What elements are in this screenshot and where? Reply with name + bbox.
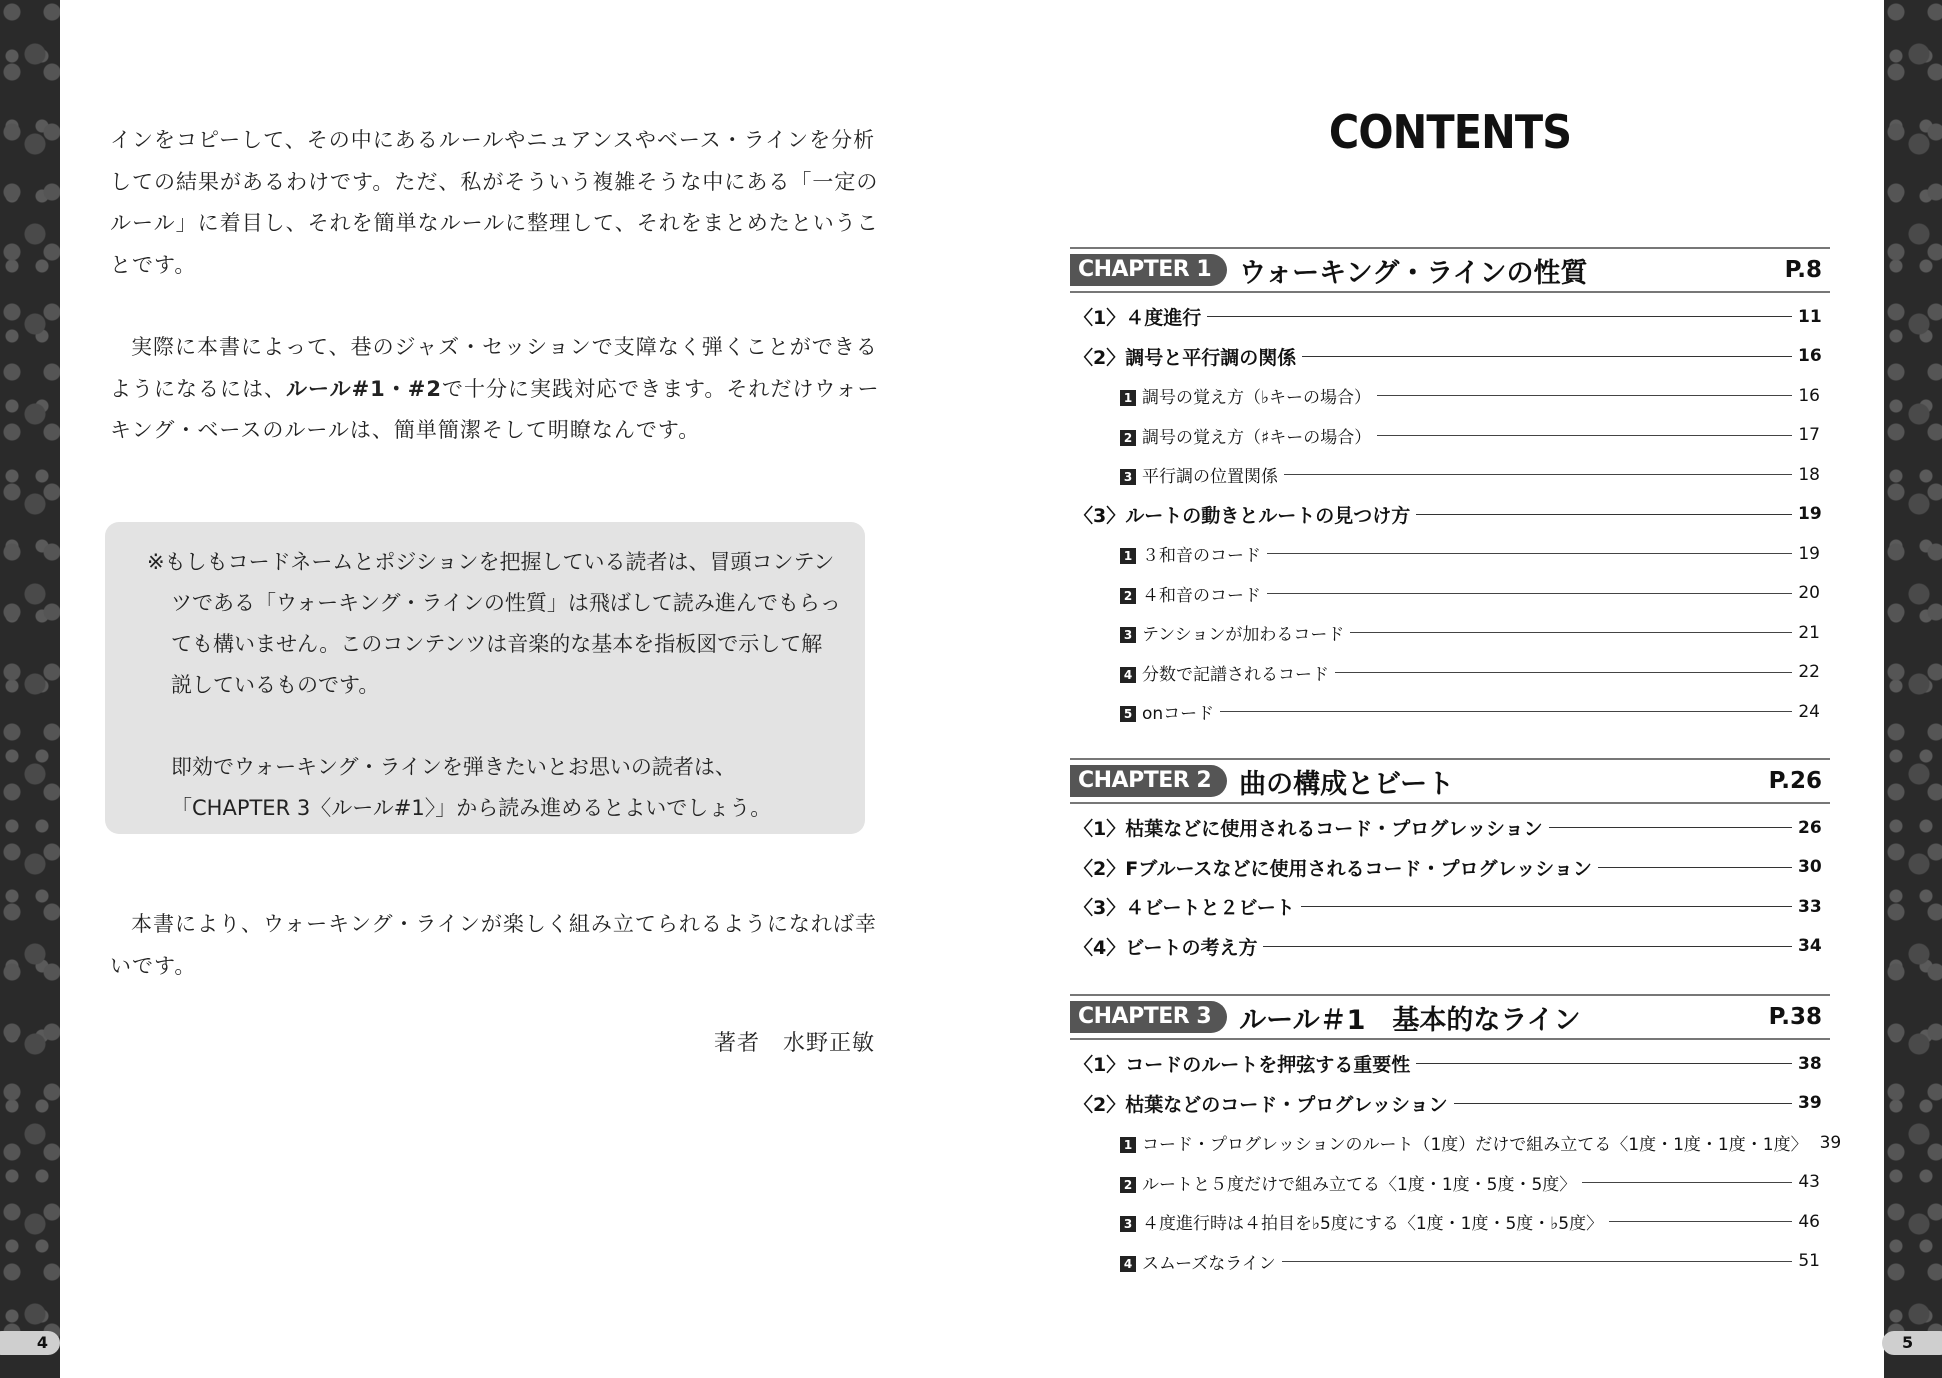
entry-page: 18 <box>1798 464 1820 485</box>
leader-line <box>1582 1182 1792 1183</box>
toc-subentry[interactable] <box>1070 376 1830 416</box>
number-badge-icon: 4 <box>1120 667 1136 683</box>
chapter-header[interactable] <box>1070 758 1830 804</box>
leader-line <box>1301 906 1792 907</box>
entry-page: 34 <box>1798 936 1822 957</box>
entry-page: 19 <box>1798 504 1822 525</box>
entry-page: 17 <box>1798 425 1820 446</box>
toc-entry[interactable] <box>1070 927 1830 967</box>
leader-line <box>1609 1221 1792 1222</box>
entry-page: 39 <box>1798 1093 1822 1114</box>
entry-label: 〈1〉４度進行 <box>1074 307 1202 330</box>
paragraph-2-bold: ルール#1・#2 <box>286 376 442 401</box>
entry-page: 51 <box>1798 1251 1820 1272</box>
chapter-header[interactable] <box>1070 247 1830 293</box>
chapter-title: ウォーキング・ラインの性質 <box>1239 257 1588 289</box>
leader-line <box>1549 827 1792 828</box>
number-badge-icon: 3 <box>1120 627 1136 643</box>
entry-label: 〈1〉枯葉などに使用されるコード・プログレッション <box>1074 818 1543 841</box>
leader-line <box>1377 395 1792 396</box>
leader-line <box>1416 1063 1792 1064</box>
leader-line <box>1207 316 1792 317</box>
chapter-header[interactable] <box>1070 994 1830 1040</box>
entry-label: スムーズなライン <box>1142 1253 1276 1274</box>
entry-label: 〈2〉Fブルースなどに使用されるコード・プログレッション <box>1074 857 1592 880</box>
leader-line <box>1454 1103 1792 1104</box>
number-badge-icon: 1 <box>1120 390 1136 406</box>
chapter-title: 曲の構成とビート <box>1239 768 1455 800</box>
toc-subentry[interactable] <box>1070 1123 1842 1163</box>
contents-title: CONTENTS <box>1328 105 1572 159</box>
leader-line <box>1350 632 1792 633</box>
toc-subentry[interactable] <box>1070 1242 1830 1282</box>
leader-line <box>1284 474 1792 475</box>
leader-line <box>1416 514 1792 515</box>
number-badge-icon: 4 <box>1120 1256 1136 1272</box>
number-badge-icon: 2 <box>1120 1177 1136 1193</box>
entry-page: 16 <box>1798 385 1820 406</box>
toc-subentry[interactable] <box>1070 574 1830 614</box>
chapter-badge: CHAPTER 3 <box>1070 1001 1227 1033</box>
chapter-page: P.38 <box>1768 1004 1822 1030</box>
number-badge-icon: 5 <box>1120 706 1136 722</box>
toc-entry[interactable] <box>1070 848 1830 888</box>
entry-label: ルートと５度だけで組み立てる〈1度・1度・5度・5度〉 <box>1142 1174 1577 1195</box>
toc-chapter-3 <box>1070 994 1842 1281</box>
leader-line <box>1335 672 1792 673</box>
entry-label: ３和音のコード <box>1142 546 1261 567</box>
toc-entry[interactable] <box>1070 887 1830 927</box>
toc-subentry[interactable] <box>1070 416 1830 456</box>
leader-line <box>1263 946 1792 947</box>
toc-subentry[interactable] <box>1070 653 1830 693</box>
chapter-page: P.8 <box>1784 257 1822 283</box>
toc-entry[interactable] <box>1070 495 1830 535</box>
entry-page: 22 <box>1798 662 1820 683</box>
number-badge-icon: 2 <box>1120 430 1136 446</box>
entry-label: 〈3〉ルートの動きとルートの見つけ方 <box>1074 504 1411 527</box>
entry-page: 16 <box>1798 346 1822 367</box>
toc-subentry[interactable] <box>1070 1163 1830 1203</box>
entry-page: 20 <box>1798 583 1820 604</box>
entry-page: 33 <box>1798 896 1822 917</box>
entry-label: 分数で記譜されるコード <box>1142 664 1329 685</box>
paragraph-1: インをコピーして、その中にあるルールやニュアンスやベース・ラインを分析しての結果があるわけです。ただ、私がそういう複雑そうな中にある「一定のルール」に着目し、それを簡単なルールに整理して、それをまとめたということです。 <box>110 128 879 277</box>
right-page-edge <box>1884 0 1942 1378</box>
note-box <box>105 522 865 834</box>
entry-page: 21 <box>1798 622 1820 643</box>
note-line-2: 即効でウォーキング・ラインを弾きたいとお思いの読者は、「CHAPTER 3〈ルール#1〉」から読み進めるとよいでしょう。 <box>171 755 772 820</box>
entry-label: ４度進行時は４拍目を♭5度にする〈1度・1度・5度・♭5度〉 <box>1142 1214 1604 1235</box>
entry-page: 26 <box>1798 817 1822 838</box>
entry-page: 30 <box>1798 857 1822 878</box>
toc-subentry[interactable] <box>1070 455 1830 495</box>
leader-line <box>1282 1261 1792 1262</box>
chapter-page: P.26 <box>1768 768 1822 794</box>
number-badge-icon: 1 <box>1120 548 1136 564</box>
chapter-title: ルール＃1 基本的なライン <box>1239 1004 1581 1036</box>
leader-line <box>1598 867 1792 868</box>
left-page-body <box>110 120 880 452</box>
toc-chapter-2 <box>1070 758 1830 966</box>
toc-entry[interactable] <box>1070 297 1830 337</box>
paragraph-2 <box>110 327 880 452</box>
toc-subentry[interactable] <box>1070 692 1830 732</box>
leader-line <box>1267 553 1792 554</box>
toc-subentry[interactable] <box>1070 613 1830 653</box>
entry-label: 〈3〉４ビートと２ビート <box>1074 897 1295 920</box>
entry-label: コード・プログレッションのルート（1度）だけで組み立てる〈1度・1度・1度・1度〉 <box>1142 1135 1808 1156</box>
number-badge-icon: 1 <box>1120 1137 1136 1153</box>
entry-page: 19 <box>1798 543 1820 564</box>
right-page-number: 5 <box>1882 1331 1942 1355</box>
paragraph-2-start: 実際に本書によって、巷のジャズ・セッションで支障なく弾くことができるようになるには、 <box>110 335 878 401</box>
closing-text: 本書により、ウォーキング・ラインが楽しく組み立てられるようになれば幸いです。 <box>110 912 877 978</box>
entry-label: 〈2〉調号と平行調の関係 <box>1074 346 1297 369</box>
entry-label: 〈2〉枯葉などのコード・プログレッション <box>1074 1093 1448 1116</box>
number-badge-icon: 3 <box>1120 1216 1136 1232</box>
entry-label: ４和音のコード <box>1142 585 1261 606</box>
entry-page: 38 <box>1798 1053 1822 1074</box>
entry-page: 39 <box>1819 1132 1842 1153</box>
left-page-number: 4 <box>0 1331 60 1355</box>
leader-line <box>1267 593 1792 594</box>
leader-line <box>1302 356 1792 357</box>
chapter-badge: CHAPTER 1 <box>1070 254 1227 286</box>
entry-label: 調号の覚え方（♭キーの場合） <box>1142 388 1372 409</box>
closing-paragraph <box>110 904 880 987</box>
left-page-edge <box>0 0 60 1378</box>
toc-chapter-1 <box>1070 247 1830 732</box>
paragraph-2-rest: で十分に実践対応できます。それだけウォーキング・ベースのルールは、簡単簡潔そして明瞭なんです。 <box>110 376 880 442</box>
toc-subentry[interactable] <box>1070 1202 1830 1242</box>
toc-entry[interactable] <box>1070 1084 1830 1124</box>
entry-page: 24 <box>1798 701 1820 722</box>
number-badge-icon: 3 <box>1120 469 1136 485</box>
toc-entry[interactable] <box>1070 808 1830 848</box>
author-signature: 著者 水野正敏 <box>713 1031 875 1056</box>
toc-entry[interactable] <box>1070 337 1830 377</box>
entry-label: テンションが加わるコード <box>1142 625 1345 646</box>
entry-label: 〈4〉ビートの考え方 <box>1074 936 1258 959</box>
leader-line <box>1377 435 1792 436</box>
entry-page: 46 <box>1798 1211 1820 1232</box>
leader-line <box>1220 711 1792 712</box>
note-line-1: ※もしもコードネームとポジションを把握している読者は、冒頭コンテンツである「ウォーキング・ラインの性質」は飛ばして読み進んでもらっても構いません。このコンテンツは音楽的な基本を指板図で示して解説しているものです。 <box>147 550 841 697</box>
entry-page: 11 <box>1798 306 1822 327</box>
entry-label: onコード <box>1142 704 1215 725</box>
entry-label: 調号の覚え方（♯キーの場合） <box>1142 427 1372 448</box>
chapter-badge: CHAPTER 2 <box>1070 765 1227 797</box>
toc-subentry[interactable] <box>1070 534 1830 574</box>
toc-entry[interactable] <box>1070 1044 1830 1084</box>
entry-label: 平行調の位置関係 <box>1142 467 1278 488</box>
number-badge-icon: 2 <box>1120 588 1136 604</box>
entry-page: 43 <box>1798 1172 1820 1193</box>
entry-label: 〈1〉コードのルートを押弦する重要性 <box>1074 1054 1411 1077</box>
